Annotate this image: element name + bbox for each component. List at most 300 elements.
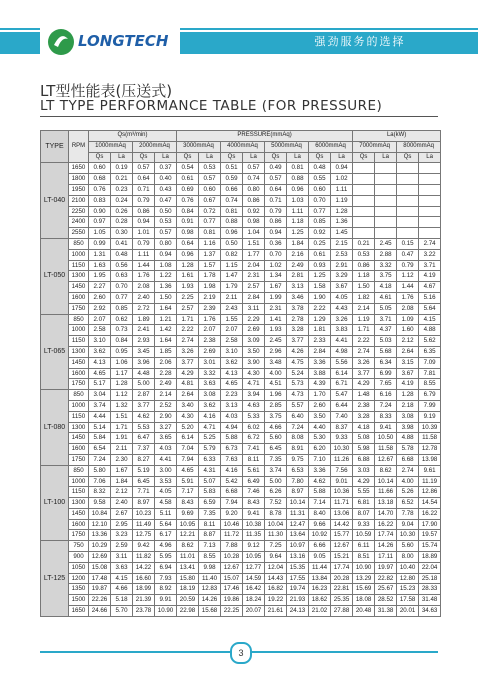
value-cell: 7.40 [331, 411, 353, 422]
value-cell: 3.75 [265, 411, 287, 422]
value-cell: 4.71 [199, 422, 221, 433]
value-cell: 5.16 [419, 292, 441, 303]
value-cell: 18.24 [243, 595, 265, 606]
value-cell: 1.64 [155, 303, 177, 314]
la-subheader: La [111, 152, 133, 163]
value-cell: 2.33 [309, 336, 331, 347]
col-rpm-header: RPM [69, 131, 89, 163]
value-cell: 2.52 [155, 400, 177, 411]
value-cell: 0.84 [177, 206, 199, 217]
table-row [41, 325, 441, 336]
value-cell: 3.98 [397, 422, 419, 433]
value-cell: 0.30 [111, 228, 133, 239]
rpm-cell: 1300 [69, 498, 89, 509]
rpm-cell: 1600 [69, 519, 89, 530]
value-cell: 2.78 [287, 314, 309, 325]
rpm-cell: 850 [69, 390, 89, 401]
value-cell: 0.74 [221, 195, 243, 206]
la-subheader: La [243, 152, 265, 163]
value-cell: 0.76 [89, 184, 111, 195]
value-cell: 13.64 [287, 530, 309, 541]
value-cell: 1.71 [353, 325, 375, 336]
pressure-row [41, 141, 441, 152]
la-subheader: La [199, 152, 221, 163]
value-cell: 16.22 [419, 508, 441, 519]
value-cell: 13.29 [353, 573, 375, 584]
value-cell: 0.41 [111, 238, 133, 249]
value-cell: 0.99 [89, 238, 111, 249]
value-cell: 1.25 [309, 271, 331, 282]
value-cell: 0.77 [111, 292, 133, 303]
value-cell: 7.35 [265, 454, 287, 465]
table-row [41, 260, 441, 271]
rpm-cell: 1450 [69, 282, 89, 293]
value-cell: 0.96 [177, 249, 199, 260]
value-cell: 0.86 [133, 206, 155, 217]
value-cell: 0.50 [221, 238, 243, 249]
value-cell: 5.88 [221, 433, 243, 444]
value-cell: 0.61 [309, 249, 331, 260]
value-cell: 9.19 [419, 411, 441, 422]
value-cell: 4.96 [155, 541, 177, 552]
table-row [41, 530, 441, 541]
value-cell: 3.01 [199, 357, 221, 368]
value-cell: 0.72 [199, 206, 221, 217]
table-row [41, 411, 441, 422]
value-cell: 1.19 [353, 314, 375, 325]
value-cell: 3.78 [287, 303, 309, 314]
value-cell: 11.40 [199, 573, 221, 584]
value-cell: 0.36 [265, 238, 287, 249]
value-cell: 5.17 [89, 379, 111, 390]
value-cell: 7.06 [89, 476, 111, 487]
value-cell: 2.57 [243, 282, 265, 293]
model-type-cell: LT-065 [41, 314, 69, 390]
table-row [41, 184, 441, 195]
value-cell: 3.48 [265, 357, 287, 368]
rpm-cell: 2250 [69, 206, 89, 217]
value-cell: 2.58 [89, 325, 111, 336]
value-cell: 4.63 [243, 400, 265, 411]
rpm-cell: 1300 [69, 422, 89, 433]
value-cell [353, 206, 375, 217]
value-cell: 0.94 [265, 228, 287, 239]
value-cell: 6.17 [155, 530, 177, 541]
value-cell: 2.49 [155, 379, 177, 390]
value-cell: 2.41 [133, 325, 155, 336]
value-cell: 3.26 [177, 346, 199, 357]
value-cell: 8.27 [133, 454, 155, 465]
value-cell: 3.36 [309, 357, 331, 368]
value-cell: 3.62 [199, 400, 221, 411]
rpm-cell: 1450 [69, 357, 89, 368]
value-cell: 3.67 [331, 282, 353, 293]
model-type-cell: LT-100 [41, 465, 69, 541]
table-body [41, 163, 441, 616]
rpm-cell: 1000 [69, 400, 89, 411]
value-cell: 9.69 [177, 508, 199, 519]
value-cell: 7.63 [221, 454, 243, 465]
la-subheader: La [287, 152, 309, 163]
value-cell: 3.15 [397, 357, 419, 368]
value-cell: 28.33 [419, 584, 441, 595]
rpm-cell: 1650 [69, 163, 89, 174]
value-cell: 0.50 [155, 206, 177, 217]
pressure-header: 1000mmAq [89, 141, 133, 152]
value-cell: 12.78 [419, 444, 441, 455]
table-row [41, 314, 441, 325]
value-cell: 2.08 [133, 282, 155, 293]
value-cell: 8.43 [243, 498, 265, 509]
value-cell: 4.98 [331, 346, 353, 357]
value-cell: 0.86 [265, 217, 287, 228]
value-cell: 8.78 [265, 508, 287, 519]
value-cell [419, 206, 441, 217]
value-cell: 3.08 [199, 390, 221, 401]
value-cell: 9.01 [331, 476, 353, 487]
value-cell: 2.72 [133, 303, 155, 314]
value-cell: 2.64 [177, 390, 199, 401]
value-cell: 1.95 [89, 271, 111, 282]
qs-subheader: Qs [265, 152, 287, 163]
value-cell: 8.11 [199, 519, 221, 530]
value-cell: 7.99 [419, 400, 441, 411]
value-cell: 3.77 [177, 357, 199, 368]
value-cell [375, 228, 397, 239]
value-cell: 28.52 [375, 595, 397, 606]
value-cell: 4.00 [265, 368, 287, 379]
value-cell: 0.55 [309, 174, 331, 185]
value-cell: 14.22 [133, 562, 155, 573]
value-cell: 1.51 [111, 411, 133, 422]
value-cell: 9.12 [243, 541, 265, 552]
value-cell: 7.88 [221, 541, 243, 552]
value-cell: 5.07 [199, 476, 221, 487]
value-cell: 3.88 [309, 368, 331, 379]
value-cell: 0.79 [133, 195, 155, 206]
value-cell: 5.73 [287, 379, 309, 390]
value-cell: 0.26 [111, 206, 133, 217]
pressure-header: 5000mmAq [265, 141, 309, 152]
rpm-cell: 1950 [69, 184, 89, 195]
value-cell: 6.73 [221, 444, 243, 455]
value-cell: 4.05 [155, 487, 177, 498]
value-cell: 5.33 [243, 411, 265, 422]
value-cell: 31.48 [419, 595, 441, 606]
value-cell: 5.80 [89, 465, 111, 476]
table-row [41, 217, 441, 228]
value-cell: 0.64 [265, 184, 287, 195]
value-cell: 1.06 [111, 357, 133, 368]
table-row [41, 357, 441, 368]
la-subheader: La [331, 152, 353, 163]
value-cell: 4.19 [419, 271, 441, 282]
value-cell: 4.51 [265, 379, 287, 390]
value-cell: 6.72 [243, 433, 265, 444]
value-cell [397, 163, 419, 174]
value-cell: 6.53 [287, 465, 309, 476]
value-cell: 6.14 [177, 433, 199, 444]
value-cell: 0.86 [243, 195, 265, 206]
value-cell: 2.90 [155, 411, 177, 422]
value-cell: 1.11 [287, 206, 309, 217]
value-cell: 4.03 [221, 411, 243, 422]
value-cell: 10.36 [331, 487, 353, 498]
value-cell: 2.84 [309, 346, 331, 357]
value-cell: 15.68 [199, 606, 221, 617]
value-cell: 9.41 [375, 422, 397, 433]
value-cell: 6.79 [419, 390, 441, 401]
value-cell: 25.67 [375, 584, 397, 595]
value-cell: 10.40 [397, 562, 419, 573]
value-cell: 1.48 [353, 390, 375, 401]
value-cell: 2.57 [177, 303, 199, 314]
value-cell: 4.19 [397, 379, 419, 390]
value-cell: 3.74 [89, 400, 111, 411]
sub-header-row [41, 152, 441, 163]
value-cell: 2.45 [265, 336, 287, 347]
value-cell: 15.69 [353, 584, 375, 595]
value-cell: 1.44 [397, 282, 419, 293]
table-row [41, 336, 441, 347]
value-cell: 4.67 [419, 282, 441, 293]
value-cell: 0.62 [111, 314, 133, 325]
value-cell: 1.70 [309, 390, 331, 401]
value-cell: 1.84 [111, 476, 133, 487]
value-cell: 1.19 [331, 195, 353, 206]
value-cell: 6.45 [265, 444, 287, 455]
value-cell: 1.81 [309, 325, 331, 336]
value-cell: 1.02 [265, 260, 287, 271]
table-row [41, 584, 441, 595]
table-row [41, 228, 441, 239]
value-cell: 15.80 [177, 573, 199, 584]
value-cell: 3.77 [133, 400, 155, 411]
value-cell: 14.54 [419, 498, 441, 509]
value-cell [353, 228, 375, 239]
value-cell: 6.54 [89, 444, 111, 455]
value-cell: 6.02 [243, 422, 265, 433]
value-cell: 1.28 [397, 390, 419, 401]
table-row [41, 271, 441, 282]
value-cell: 9.64 [265, 552, 287, 563]
value-cell: 3.74 [265, 465, 287, 476]
table-row [41, 606, 441, 617]
value-cell: 18.08 [353, 595, 375, 606]
value-cell: 13.18 [375, 498, 397, 509]
value-cell: 2.81 [287, 271, 309, 282]
value-cell: 12.10 [89, 519, 111, 530]
value-cell: 2.91 [331, 260, 353, 271]
value-cell: 9.41 [243, 508, 265, 519]
value-cell: 1.28 [111, 379, 133, 390]
value-cell: 2.30 [111, 454, 133, 465]
value-cell: 0.60 [89, 163, 111, 174]
value-cell: 6.44 [331, 400, 353, 411]
value-cell: 10.90 [353, 562, 375, 573]
value-cell: 22.81 [331, 584, 353, 595]
value-cell: 0.85 [309, 217, 331, 228]
value-cell: 17.74 [375, 530, 397, 541]
value-cell: 14.43 [265, 573, 287, 584]
value-cell: 2.96 [265, 346, 287, 357]
value-cell: 2.40 [133, 292, 155, 303]
table-row [41, 487, 441, 498]
value-cell: 1.36 [155, 282, 177, 293]
value-cell: 5.83 [199, 487, 221, 498]
value-cell: 0.83 [89, 195, 111, 206]
value-cell: 22.04 [419, 562, 441, 573]
value-cell: 8.92 [155, 584, 177, 595]
rpm-cell: 1150 [69, 411, 89, 422]
performance-table [40, 130, 441, 617]
value-cell: 2.43 [221, 303, 243, 314]
value-cell: 0.25 [309, 238, 331, 249]
value-cell: 3.53 [155, 476, 177, 487]
value-cell: 2.08 [397, 303, 419, 314]
value-cell: 6.16 [375, 390, 397, 401]
value-cell: 13.41 [177, 562, 199, 573]
value-cell: 1.76 [199, 314, 221, 325]
value-cell: 1.82 [353, 292, 375, 303]
value-cell: 7.81 [419, 368, 441, 379]
value-cell: 15.23 [397, 584, 419, 595]
value-cell: 2.60 [309, 400, 331, 411]
value-cell: 3.29 [331, 271, 353, 282]
value-cell: 7.94 [177, 454, 199, 465]
table-row [41, 562, 441, 573]
value-cell: 2.15 [331, 238, 353, 249]
value-cell: 6.20 [309, 444, 331, 455]
value-cell: 10.59 [353, 530, 375, 541]
value-cell: 5.64 [155, 519, 177, 530]
value-cell: 5.47 [331, 390, 353, 401]
table-row [41, 249, 441, 260]
value-cell: 6.52 [397, 498, 419, 509]
value-cell: 11.01 [177, 552, 199, 563]
value-cell: 4.65 [221, 379, 243, 390]
value-cell [419, 163, 441, 174]
value-cell: 4.13 [89, 357, 111, 368]
value-cell: 15.74 [419, 541, 441, 552]
value-cell [397, 174, 419, 185]
value-cell: 2.28 [155, 368, 177, 379]
rpm-cell: 1450 [69, 508, 89, 519]
value-cell: 2.22 [309, 303, 331, 314]
value-cell: 0.85 [111, 303, 133, 314]
value-cell: 20.07 [243, 606, 265, 617]
value-cell: 6.94 [155, 562, 177, 573]
value-cell: 3.22 [419, 249, 441, 260]
value-cell [375, 174, 397, 185]
header-slogan: 强劲服务的选择 [314, 35, 406, 48]
value-cell: 1.44 [133, 260, 155, 271]
value-cell: 3.28 [353, 411, 375, 422]
value-cell: 2.31 [243, 271, 265, 282]
value-cell: 5.08 [353, 433, 375, 444]
value-cell: 0.49 [265, 163, 287, 174]
value-cell: 0.21 [353, 238, 375, 249]
table-row [41, 595, 441, 606]
pressure-header: 3000mmAq [177, 141, 221, 152]
value-cell: 20.59 [177, 595, 199, 606]
value-cell: 0.86 [353, 260, 375, 271]
value-cell: 1.28 [177, 260, 199, 271]
value-cell: 4.37 [375, 325, 397, 336]
value-cell: 1.03 [287, 195, 309, 206]
value-cell: 1.99 [265, 292, 287, 303]
value-cell: 1.11 [133, 249, 155, 260]
rpm-cell: 1750 [69, 379, 89, 390]
value-cell: 5.88 [309, 487, 331, 498]
value-cell: 0.40 [155, 174, 177, 185]
value-cell: 10.92 [309, 530, 331, 541]
table-row [41, 303, 441, 314]
value-cell: 3.04 [89, 390, 111, 401]
value-cell: 19.74 [287, 584, 309, 595]
value-cell: 19.57 [419, 530, 441, 541]
value-cell: 13.36 [89, 530, 111, 541]
value-cell: 1.55 [221, 314, 243, 325]
value-cell: 1.28 [331, 206, 353, 217]
title-divider [40, 116, 438, 117]
value-cell: 3.00 [155, 465, 177, 476]
value-cell: 5.42 [221, 476, 243, 487]
value-cell: 4.43 [331, 303, 353, 314]
value-cell: 6.99 [375, 368, 397, 379]
value-cell: 7.14 [309, 498, 331, 509]
value-cell: 4.30 [177, 411, 199, 422]
value-cell: 2.22 [177, 325, 199, 336]
value-cell: 5.00 [133, 379, 155, 390]
value-cell: 4.13 [221, 368, 243, 379]
value-cell: 5.00 [265, 476, 287, 487]
rpm-cell: 750 [69, 541, 89, 552]
value-cell: 0.23 [111, 184, 133, 195]
value-cell: 15.77 [331, 530, 353, 541]
value-cell: 2.74 [397, 465, 419, 476]
value-cell: 1.08 [155, 260, 177, 271]
value-cell: 3.65 [155, 433, 177, 444]
value-cell: 21.02 [309, 606, 331, 617]
value-cell: 2.11 [111, 444, 133, 455]
value-cell: 2.69 [199, 346, 221, 357]
value-cell: 4.29 [353, 379, 375, 390]
value-cell: 1.42 [155, 325, 177, 336]
value-cell: 6.40 [287, 411, 309, 422]
value-cell: 12.67 [221, 562, 243, 573]
value-cell: 17.58 [397, 595, 419, 606]
value-cell: 1.12 [397, 271, 419, 282]
value-cell: 4.16 [199, 411, 221, 422]
value-cell: 3.77 [353, 368, 375, 379]
value-cell: 0.81 [199, 228, 221, 239]
table-row [41, 163, 441, 174]
value-cell: 4.18 [353, 422, 375, 433]
value-cell: 3.32 [375, 260, 397, 271]
value-cell: 7.56 [331, 465, 353, 476]
value-cell: 1.91 [111, 433, 133, 444]
value-cell: 6.66 [309, 541, 331, 552]
value-cell: 0.96 [287, 184, 309, 195]
qs-subheader: Qs [309, 152, 331, 163]
value-cell: 15.35 [287, 562, 309, 573]
value-cell: 11.30 [265, 530, 287, 541]
value-cell: 16.22 [375, 519, 397, 530]
value-cell: 12.80 [397, 573, 419, 584]
value-cell: 0.80 [243, 184, 265, 195]
value-cell: 15.21 [331, 552, 353, 563]
